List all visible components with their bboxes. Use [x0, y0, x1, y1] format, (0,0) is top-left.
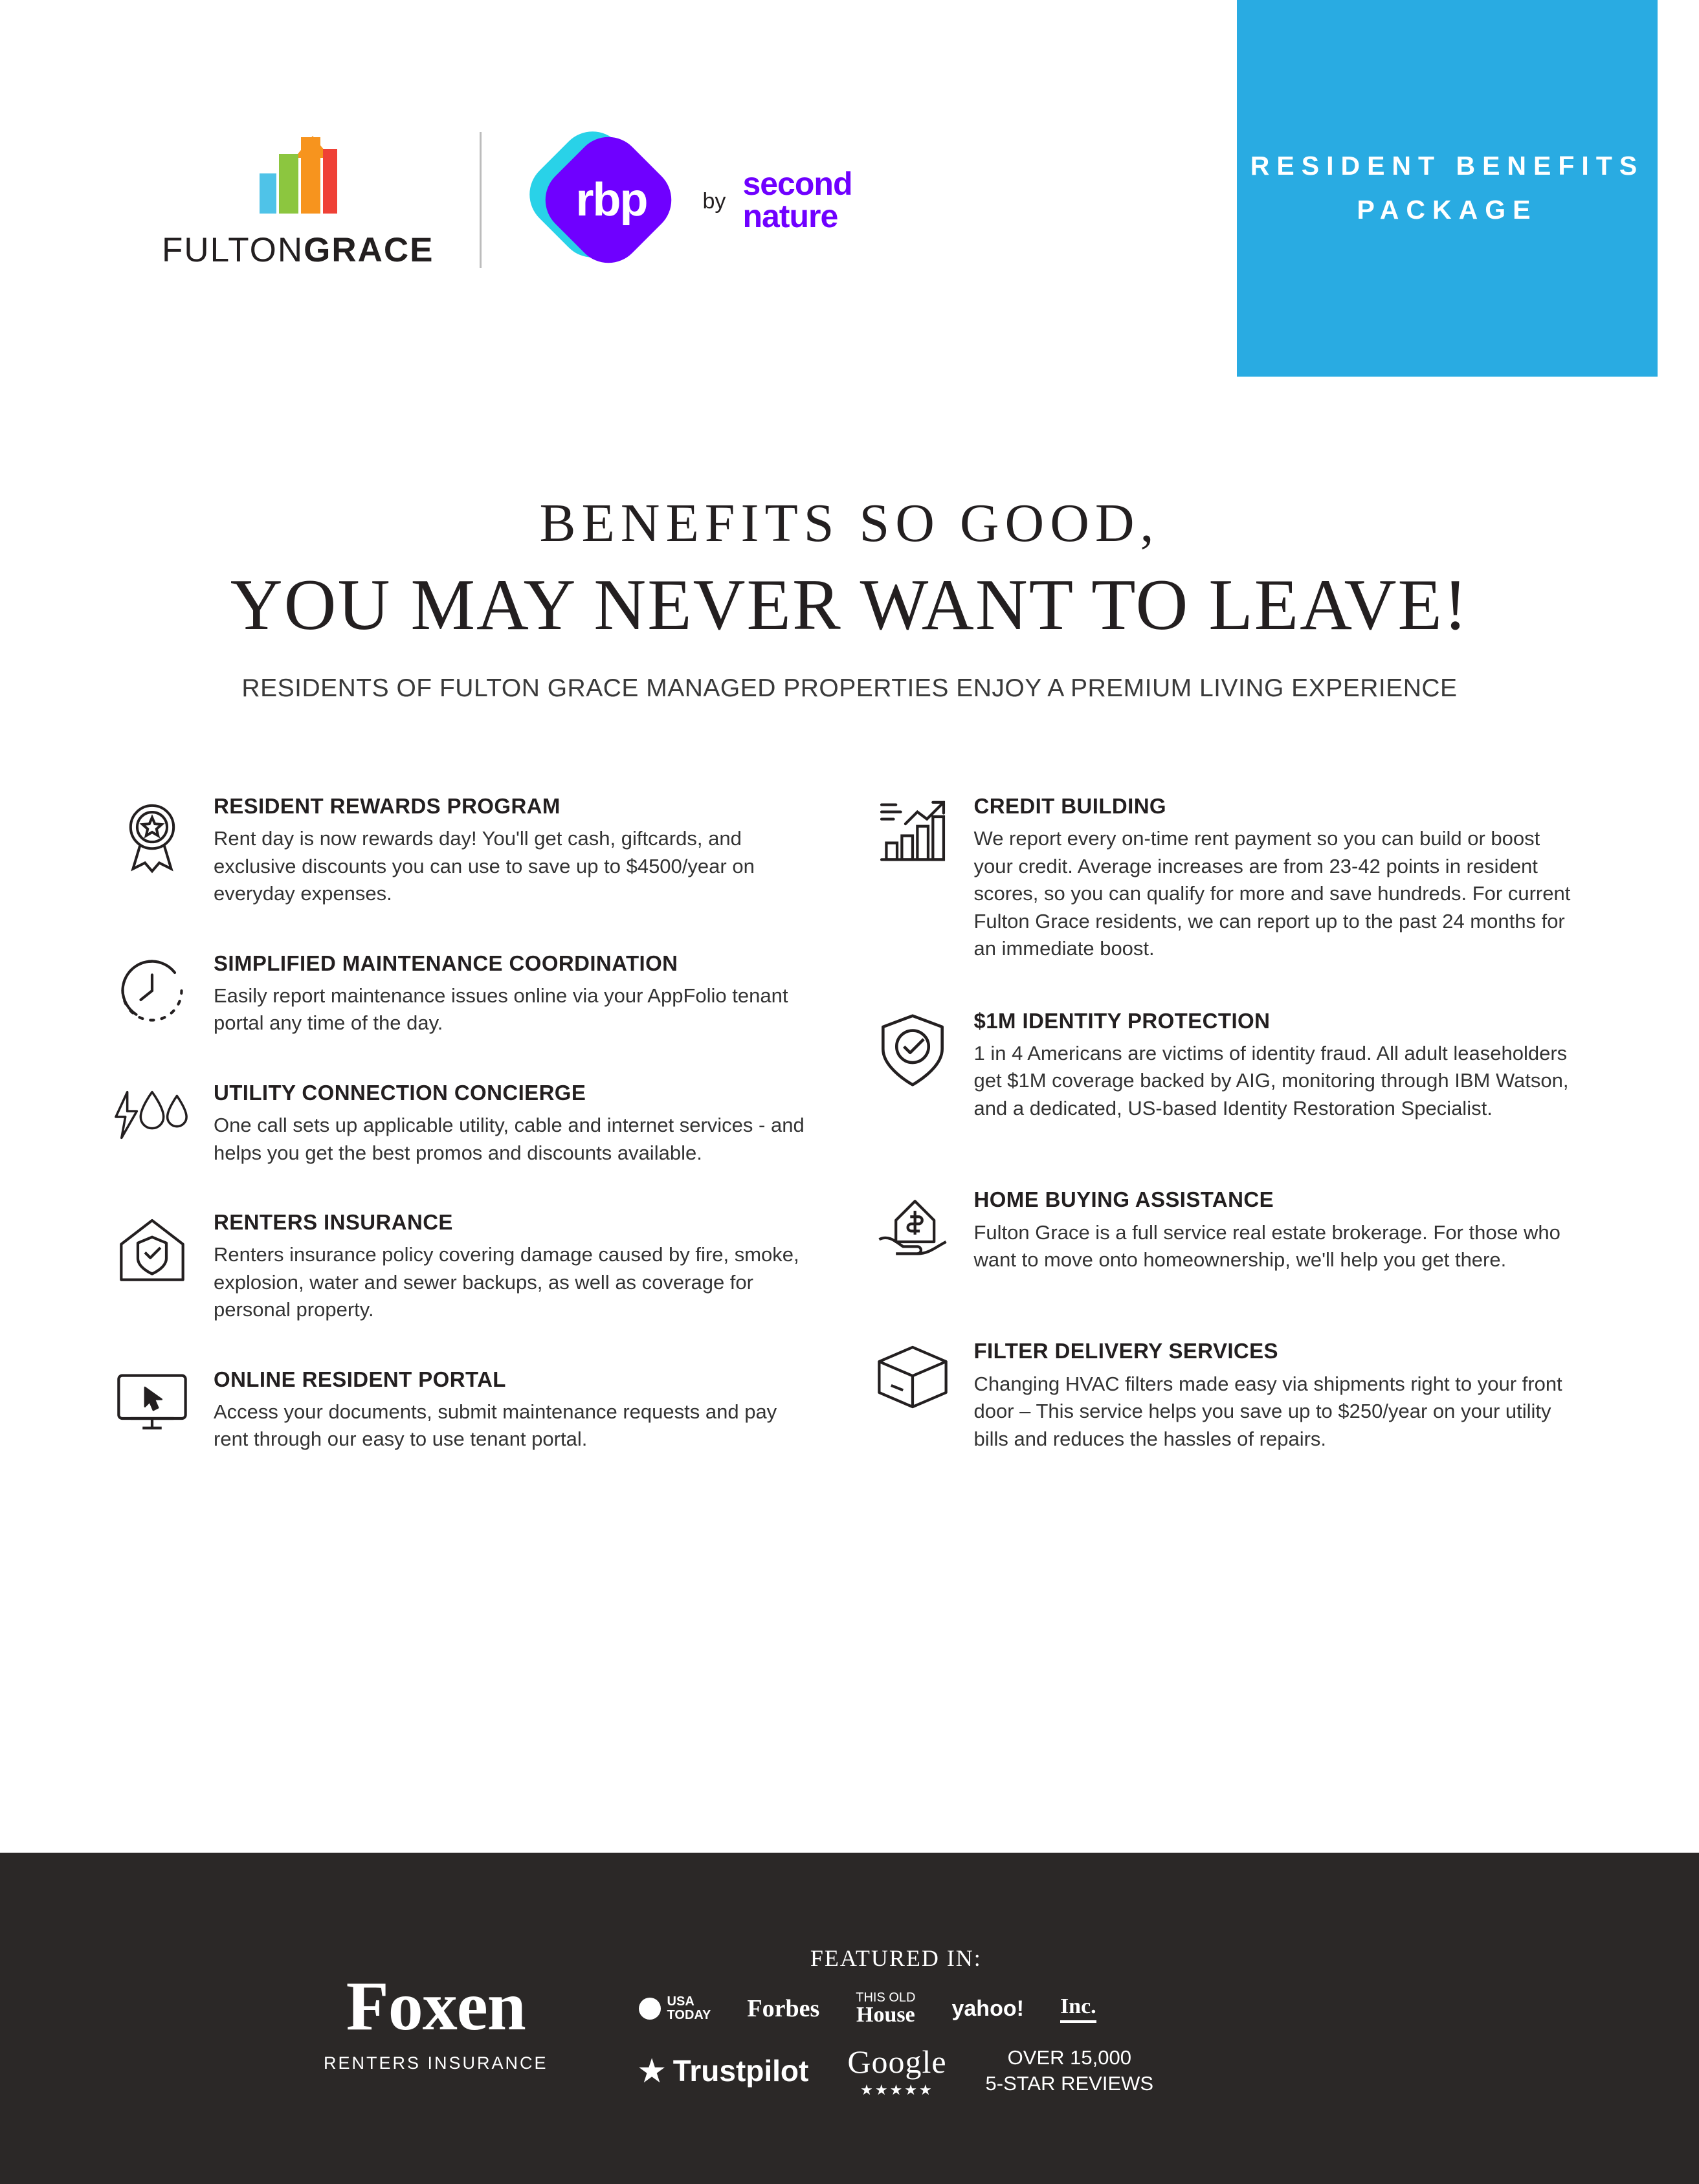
- foxen-name: Foxen: [346, 1967, 526, 2045]
- trustpilot-name: Trustpilot: [672, 2054, 809, 2088]
- benefit-item: [110, 1209, 816, 1324]
- headline-line-2: YOU MAY NEVER WANT TO LEAVE!: [230, 565, 1469, 645]
- benefit-body: Rent day is now rewards day! You'll get cash, giftcards, and exclusive discounts you can use to save up to $4500/year on everyday expenses.: [214, 827, 755, 905]
- shield-check-icon: [871, 1008, 955, 1092]
- headline-line-1: BENEFITS SO GOOD,: [539, 493, 1160, 553]
- benefit-body: Changing HVAC filters made easy via shipments right to your front door – This service helps you save up to $250/year on your utility bills and reduces the hassles of repairs.: [973, 1372, 1562, 1450]
- usa-today-line1: USA: [667, 1994, 694, 2009]
- benefit-item: [871, 1338, 1577, 1453]
- benefit-body: We report every on-time rent payment so you can build or boost your credit. Average increases are from 23-42 points in resident scores, so you can qualify for more and save hundreds. For current Fulton Grace residents, we can report up to the past 24 months for an immediate boost.: [973, 827, 1571, 960]
- logo-divider: [480, 132, 482, 268]
- benefit-item: [871, 1187, 1577, 1274]
- brand-name-light: FULTON: [162, 231, 304, 269]
- google-stars-icon: ★★★★★: [860, 2082, 934, 2098]
- benefit-title: RENTERS INSURANCE: [214, 1210, 453, 1235]
- benefit-title: SIMPLIFIED MAINTENANCE COORDINATION: [214, 951, 678, 975]
- reviews-line2: 5-STAR REVIEWS: [985, 2072, 1154, 2095]
- foxen-subtitle: RENTERS INSURANCE: [324, 2053, 548, 2073]
- press-logos-row-1: [639, 1991, 1154, 2026]
- headline-subtitle: RESIDENTS OF FULTON GRACE MANAGED PROPERTIES ENJOY A PREMIUM LIVING EXPERIENCE: [241, 674, 1458, 702]
- utility-bolt-drop-icon: [110, 1080, 194, 1164]
- banner-title: RESIDENT BENEFITS PACKAGE: [1250, 151, 1645, 225]
- second-nature-line1: second: [742, 165, 852, 202]
- benefit-title: ONLINE RESIDENT PORTAL: [214, 1367, 506, 1391]
- second-nature-line2: nature: [742, 197, 838, 234]
- fulton-grace-mark-icon: [256, 129, 340, 214]
- rbp-text: rbp: [575, 173, 647, 226]
- award-ribbon-icon: [110, 793, 194, 877]
- benefit-item: [110, 1080, 816, 1167]
- usa-today-line2: TODAY: [667, 2008, 711, 2022]
- benefit-body: Renters insurance policy covering damage caused by fire, smoke, explosion, water and sewer backups, as well as coverage for personal property.: [214, 1243, 799, 1321]
- fulton-grace-wordmark: [162, 230, 434, 270]
- brand-name-bold: GRACE: [304, 231, 434, 269]
- reviews-line1: OVER 15,000: [1007, 2046, 1131, 2069]
- second-nature-logo: [527, 130, 852, 269]
- partner-by-label: by: [702, 189, 726, 214]
- hero-headline: [0, 492, 1699, 703]
- usa-today-dot-icon: [639, 1998, 661, 2020]
- benefit-title: RESIDENT REWARDS PROGRAM: [214, 794, 561, 818]
- resident-benefits-package-banner: [1237, 0, 1658, 377]
- inc-logo: Inc.: [1060, 1994, 1096, 2023]
- benefit-item: [110, 951, 816, 1037]
- yahoo-logo: yahoo!: [951, 1996, 1024, 2021]
- logo-row: [162, 129, 852, 270]
- this-old-house-logo: [856, 1991, 915, 2026]
- benefits-column-left: [110, 793, 816, 1496]
- benefit-body: One call sets up applicable utility, cable and internet services - and helps you get the best promos and discounts available.: [214, 1114, 805, 1164]
- benefit-title: HOME BUYING ASSISTANCE: [973, 1187, 1274, 1212]
- benefit-body: Easily report maintenance issues online via your AppFolio tenant portal any time of the day.: [214, 984, 788, 1035]
- google-name: Google: [847, 2044, 947, 2080]
- package-box-icon: [871, 1338, 955, 1422]
- forbes-logo: Forbes: [747, 1995, 820, 2022]
- header: [0, 0, 1699, 388]
- benefit-item: [110, 1367, 816, 1453]
- benefit-title: FILTER DELIVERY SERVICES: [973, 1339, 1278, 1363]
- bar-chart-growth-icon: [871, 793, 955, 877]
- benefit-body: Access your documents, submit maintenance requests and pay rent through our easy to use tenant portal.: [214, 1400, 777, 1451]
- press-logos-row-2: [639, 2043, 1154, 2099]
- benefit-title: $1M IDENTITY PROTECTION: [973, 1008, 1271, 1033]
- benefit-title: UTILITY CONNECTION CONCIERGE: [214, 1080, 586, 1105]
- monitor-cursor-icon: [110, 1367, 194, 1451]
- trustpilot-logo: [639, 2053, 809, 2088]
- this-old-house-line1: THIS OLD: [856, 1991, 916, 2005]
- featured-in-block: [639, 1945, 1154, 2099]
- featured-in-label: FEATURED IN:: [810, 1945, 982, 1971]
- fulton-grace-logo: [162, 129, 434, 270]
- footer: [0, 1853, 1699, 2184]
- benefit-title: CREDIT BUILDING: [973, 794, 1166, 818]
- trustpilot-star-icon: ★: [638, 2054, 665, 2088]
- rbp-badge-icon: [527, 130, 689, 269]
- reviews-count: [986, 2045, 1154, 2097]
- foxen-logo: [324, 1967, 548, 2073]
- benefit-body: Fulton Grace is a full service real estate brokerage. For those who want to move onto homeownership, we'll help you get there.: [973, 1220, 1560, 1271]
- google-logo: [847, 2043, 946, 2099]
- benefit-item: [871, 793, 1577, 963]
- this-old-house-line2: House: [856, 2003, 915, 2027]
- house-shield-icon: [110, 1209, 194, 1294]
- hand-house-dollar-icon: [871, 1187, 955, 1271]
- benefit-body: 1 in 4 Americans are victims of identity fraud. All adult leaseholders get $1M coverage backed by AIG, monitoring through IBM Watson, and a dedicated, US-based Identity Restoration Specialist.: [973, 1041, 1569, 1120]
- benefits-section: [0, 793, 1699, 1496]
- second-nature-wordmark: [742, 165, 852, 234]
- benefit-item: [110, 793, 816, 908]
- clock-icon: [110, 951, 194, 1035]
- benefits-column-right: [871, 793, 1577, 1496]
- benefit-item: [871, 1008, 1577, 1123]
- usa-today-logo: [639, 1995, 711, 2022]
